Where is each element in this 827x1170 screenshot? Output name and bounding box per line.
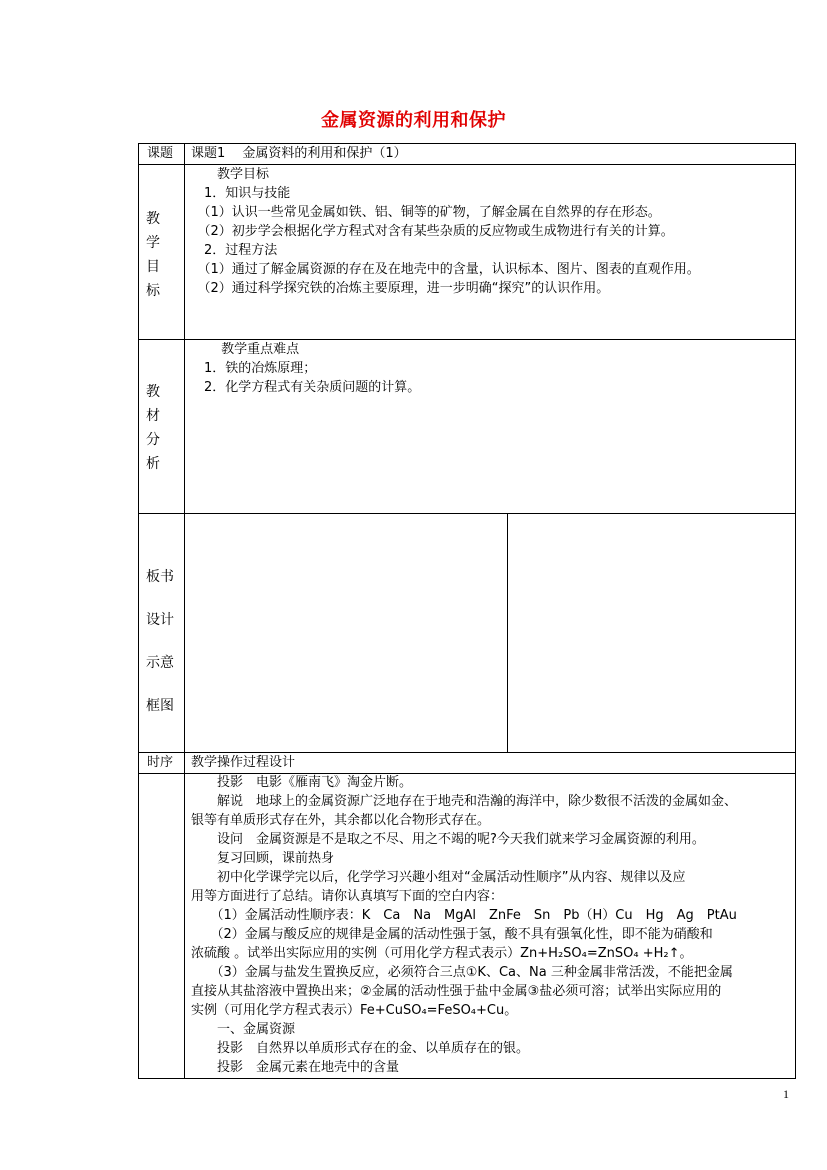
goals-line: （2）通过科学探究铁的冶炼主要原理，进一步明确“探究”的认识作用。 (191, 281, 610, 296)
process-line: 复习回顾，课前热身 (191, 851, 335, 866)
process-line: 浓硫酸 。试举出实际应用的实例（可用化学方程式表示）Zn+H₂SO₄=ZnSO₄ +H₂↑。 (191, 946, 693, 961)
analysis-line: 2．化学方程式有关杂质问题的计算。 (191, 380, 421, 395)
topic-text: 课题1 金属资料的利用和保护（1） (191, 146, 407, 161)
process-line: （1）金属活动性顺序表：K Ca Na MgAl ZnFe Sn Pb（H）Cu Hg Ag PtAu (191, 908, 737, 923)
table-border-bottom (138, 1078, 796, 1079)
goals-line: （2）初步学会根据化学方程式对含有某些杂质的反应物或生成物进行有关的计算。 (191, 224, 674, 239)
board-label-word: 框图 (146, 698, 174, 714)
analysis-label-char: 教 (146, 384, 160, 400)
goals-label (146, 207, 176, 303)
topic-label: 课题 (147, 146, 174, 161)
analysis-label-char: 分 (146, 432, 160, 448)
process-line: 投影 自然界以单质形式存在的金、以单质存在的银。 (191, 1041, 530, 1056)
analysis-line: 1．铁的冶炼原理； (191, 361, 317, 376)
board-label-word: 板书 (146, 569, 174, 585)
goals-line: （1）认识一些常见金属如铁、铝、铜等的矿物，了解金属在自然界的存在形态。 (191, 205, 661, 220)
board-label (146, 556, 176, 728)
process-content (191, 774, 737, 1078)
process-line: （3）金属与盐发生置换反应，必须符合三点①K、Ca、Na 三种金属非常活泼，不能把金属 (191, 965, 733, 980)
page-number: 1 (783, 1087, 789, 1101)
process-line: 直接从其盐溶液中置换出来；②金属的活动性强于盐中金属③盐必须可溶；试举出实际应用的 (191, 984, 722, 999)
analysis-line: 教学重点难点 (191, 342, 300, 357)
table-border-left (138, 143, 139, 1079)
process-line: 投影 金属元素在地壳中的含量 (191, 1060, 400, 1075)
analysis-label-char: 析 (146, 456, 160, 472)
analysis-content (191, 340, 420, 397)
board-column-divider (507, 513, 508, 753)
process-header-label: 时序 (147, 755, 174, 770)
process-line: 投影 电影《雁南飞》淘金片断。 (191, 775, 413, 790)
board-label-word: 示意 (146, 655, 174, 671)
process-line: 解说 地球上的金属资源广泛地存在于地壳和浩瀚的海洋中，除少数很不活泼的金属如金、 (191, 794, 738, 809)
goals-line: （1）通过了解金属资源的存在及在地壳中的含量，认识标本、图片、图表的直观作用。 (191, 262, 700, 277)
analysis-label-char: 材 (146, 408, 160, 424)
process-line: 初中化学课学完以后，化学学习兴趣小组对“金属活动性顺序”从内容、规律以及应 (191, 870, 686, 885)
process-line: 实例（可用化学方程式表示）Fe+CuSO₄=FeSO₄+Cu。 (191, 1003, 518, 1018)
goals-line: 教学目标 (191, 167, 270, 182)
process-line: 设问 金属资源是不是取之不尽、用之不竭的呢?今天我们就来学习金属资源的利用。 (191, 832, 705, 847)
goals-label-char: 教 (146, 211, 160, 227)
table-row-divider (138, 513, 796, 514)
document-title: 金属资源的利用和保护 (321, 110, 506, 131)
board-label-word: 设计 (146, 612, 174, 628)
table-border-right (795, 143, 796, 1079)
goals-line: 2．过程方法 (191, 243, 278, 258)
goals-label-char: 目 (146, 259, 160, 275)
goals-label-char: 学 (146, 235, 160, 251)
process-line: （2）金属与酸反应的规律是金属的活动性强于氢，酸不具有强氧化性，即不能为硝酸和 (191, 927, 713, 942)
process-header-text: 教学操作过程设计 (191, 755, 296, 770)
table-column-divider (184, 143, 185, 1079)
process-line: 银等有单质形式存在外，其余都以化合物形式存在。 (191, 813, 491, 828)
goals-line: 1．知识与技能 (191, 186, 291, 201)
goals-label-char: 标 (146, 283, 160, 299)
process-line: 用等方面进行了总结。请你认真填写下面的空白内容： (191, 889, 504, 904)
goals-content (191, 165, 700, 298)
analysis-label (146, 380, 176, 476)
process-line: 一、金属资源 (191, 1022, 296, 1037)
